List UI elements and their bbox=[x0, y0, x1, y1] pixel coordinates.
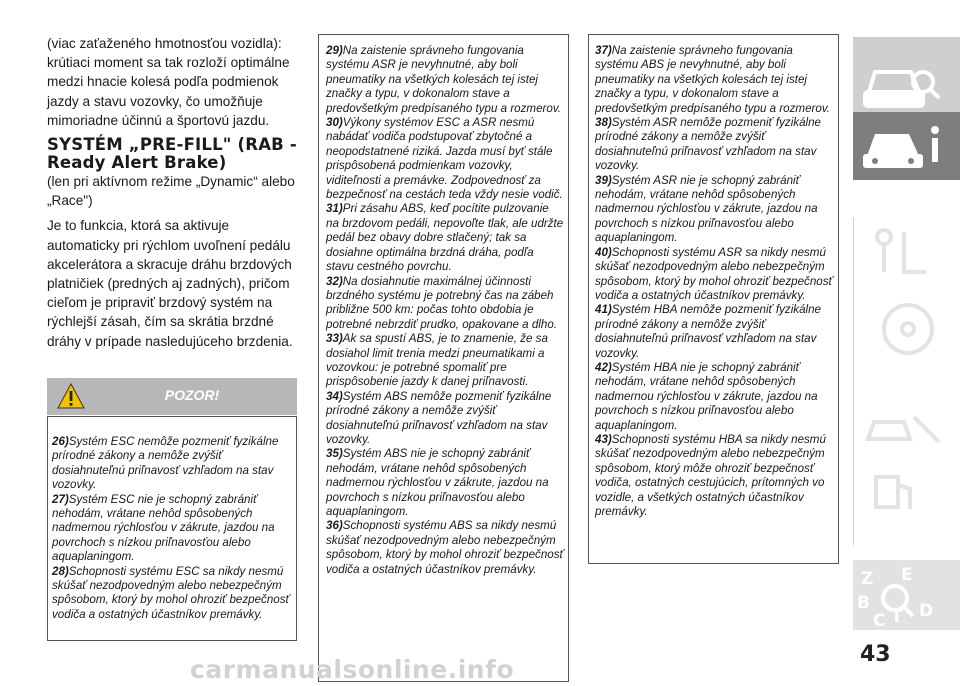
svg-text:E: E bbox=[901, 565, 913, 585]
note-text: Systém ESC nemôže pozmeniť fyzikálne prírodné zákony a nemôže zvýšiť dosiahnuteľnú priľnavosť vzhľadom na stav vozovky. bbox=[52, 435, 279, 492]
svg-text:D: D bbox=[919, 601, 934, 621]
mode-note: (len pri aktívnom režime „Dynamic“ alebo „Race") bbox=[47, 174, 295, 209]
svg-text:Z: Z bbox=[861, 569, 874, 589]
note-item bbox=[52, 493, 291, 565]
sidebar-tab-dashboard[interactable] bbox=[853, 37, 960, 122]
intro-paragraph: (viac zaťaženého hmotnosťou vozidla): krútiaci moment sa tak rozloží optimálne medzi hnacie kolesá podľa podmienok jazdy a stavu vozovky, čo umožňuje mimoriadne účinnú a športovú jazdu. bbox=[47, 36, 290, 128]
note-item bbox=[326, 202, 564, 274]
sidebar-tab-safety[interactable] bbox=[853, 112, 960, 180]
note-item bbox=[326, 332, 564, 390]
note-number: 28) bbox=[52, 564, 69, 578]
note-number: 32) bbox=[326, 274, 343, 288]
notes-box-middle bbox=[318, 34, 569, 682]
note-item bbox=[326, 519, 564, 577]
left-column bbox=[47, 34, 297, 357]
note-text: Systém ESC nie je schopný zabrániť nehodám, vrátane nehôd spôsobených nadmernou rýchlosťou v zákrute, jazdou na povrchoch s nízkou priľnavosťou alebo aquaplaningom. bbox=[52, 492, 275, 564]
fuel-pump-icon bbox=[876, 477, 910, 509]
description-paragraph: Je to funkcia, ktorá sa aktivuje automaticky pri rýchlom uvoľnení pedálu akcelerátora a skracuje dráhu brzdových platničiek (predných aj zadných), pričom cieľom je pripraviť brzdový systém na rýchlejší zásah, čím sa skrátia brzdné dráhy v prípade nasledujúceho brzdenia. bbox=[47, 218, 293, 349]
note-item bbox=[52, 565, 291, 623]
note-number: 26) bbox=[52, 435, 69, 448]
note-text: Systém ASR nemôže pozmeniť fyzikálne prírodné zákony a nemôže zvýšiť dosiahnuteľnú priľnavosť vzhľadom na stav vozovky. bbox=[595, 116, 821, 173]
note-number: 41) bbox=[595, 303, 612, 317]
note-text: Systém ASR nie je schopný zabrániť nehodám, vrátane nehôd spôsobených nadmernou rýchlosťou v zákrute, jazdou na povrchoch s nízkou priľnavosťou alebo aquaplaningom. bbox=[595, 173, 818, 245]
note-text: Schopnosti systému HBA sa nikdy nesmú skúšať nezodpovedným alebo nebezpečným spôsobom, ktorý môže ohroziť bezpečnosť vodiča, ostatných cestujúcich, prítomných vo vozidle, a všetkých ostatných účastníkov premávky. bbox=[595, 432, 826, 518]
note-text: Schopnosti systému ASR sa nikdy nesmú skúšať nezodpovedným alebo nebezpečným spôsobom, ktorý by mohol ohroziť bezpečnosť vodiča a ostatných účastníkov premávky. bbox=[595, 245, 833, 302]
note-item bbox=[52, 435, 291, 493]
car-search-icon bbox=[853, 37, 960, 122]
note-number: 43) bbox=[595, 432, 612, 446]
note-item bbox=[595, 174, 834, 246]
sidebar-icons-column bbox=[854, 217, 960, 545]
svg-text:B: B bbox=[857, 593, 870, 613]
note-number: 36) bbox=[326, 519, 343, 533]
note-item bbox=[595, 433, 834, 519]
note-text: Na zaistenie správneho fungovania systému ASR je nevyhnutné, aby boli pneumatiky na všetkých kolesách tej istej značky a typu, v dokonalom stave a predovšetkým predpísaného typu a rozmerov. bbox=[326, 44, 561, 115]
note-number: 29) bbox=[326, 44, 343, 57]
warning-notes-box bbox=[47, 416, 297, 641]
note-text: Schopnosti systému ESC sa nikdy nesmú skúšať nezodpovedným alebo nebezpečným spôsobom, ktorý by mohol ohroziť bezpečnosť vodiča a ostatných účastníkov premávky. bbox=[52, 564, 290, 621]
note-number: 40) bbox=[595, 245, 612, 259]
note-text: Schopnosti systému ABS sa nikdy nesmú skúšať nezodpovedným alebo nebezpečným spôsobom, ktorý by mohol ohroziť bezpečnosť vodiča a ostatných účastníkov premávky. bbox=[326, 519, 564, 576]
sidebar-tab-group[interactable] bbox=[853, 217, 960, 545]
note-item bbox=[595, 44, 834, 116]
sidebar-tab-index[interactable] bbox=[853, 560, 960, 630]
svg-text:C: C bbox=[873, 611, 886, 630]
steering-wheel-icon bbox=[884, 305, 932, 353]
note-number: 27) bbox=[52, 492, 69, 506]
wrench-car-icon bbox=[868, 417, 939, 442]
note-text: Systém ABS nemôže pozmeniť fyzikálne prírodné zákony a nemôže zvýšiť dosiahnuteľnú priľnavosť vzhľadom na stav vozovky. bbox=[326, 389, 552, 446]
note-text: Systém ABS nie je schopný zabrániť nehodám, vrátane nehôd spôsobených nadmernou rýchlosťou v zákrute, jazdou na povrchoch s nízkou priľnavosťou alebo aquaplaningom. bbox=[326, 447, 549, 518]
note-number: 42) bbox=[595, 360, 612, 374]
note-text: Ak sa spustí ABS, je to znamenie, že sa dosiahol limit trenia medzi pneumatikami a vozovkou: je potrebné spomaliť pre prispôsobenie jazdy k danej priľnavosti. bbox=[326, 332, 548, 389]
note-number: 35) bbox=[326, 447, 343, 461]
note-item bbox=[326, 275, 564, 333]
alphabet-index-icon bbox=[853, 560, 960, 630]
svg-text:T: T bbox=[891, 607, 903, 627]
note-text: Pri zásahu ABS, keď pocítite pulzovanie na brzdovom pedáli, nepovoľte tlak, ale udržte pedál bez obavy dobre stlačený; tak sa dosiahne optimálna brzdná dráha, podľa stavu cestného povrchu. bbox=[326, 202, 564, 274]
note-item bbox=[595, 246, 834, 304]
note-text: Výkony systémov ESC a ASR nesmú nabádať vodiča podstupovať zbytočné a neopodstatnené riziká. Jazda musí byť stále prispôsobená podmienkam vozovky, viditeľnosti a premávke. Zodpovednosť za bezpečnosť na cestách teda vždy nesie vodič. bbox=[326, 116, 563, 202]
section-heading: SYSTÉM „PRE-FILL" (RAB - Ready Alert Brake) bbox=[47, 135, 297, 172]
note-number: 38) bbox=[595, 116, 612, 130]
note-number: 33) bbox=[326, 332, 343, 346]
key-icon bbox=[877, 230, 926, 272]
note-text: Systém HBA nemôže pozmeniť fyzikálne prírodné zákony a nemôže zvýšiť dosiahnuteľnú priľnavosť vzhľadom na stav vozovky. bbox=[595, 303, 821, 360]
note-text: Na zaistenie správneho fungovania systému ABS je nevyhnutné, aby boli pneumatiky na všetkých kolesách tej istej značky a typu, v dokonalom stave a predovšetkým predpísaného typu a rozmerov. bbox=[595, 44, 830, 115]
note-item bbox=[326, 390, 564, 448]
note-item bbox=[595, 303, 834, 361]
note-item bbox=[595, 361, 834, 433]
note-text: Systém HBA nie je schopný zabrániť nehodám, vrátane nehôd spôsobených nadmernou rýchlosťou v zákrute, jazdou na povrchoch s nízkou priľnavosťou alebo aquaplaningom. bbox=[595, 360, 818, 432]
note-number: 37) bbox=[595, 44, 612, 57]
watermark-text: carmanualsonline.info bbox=[190, 655, 515, 684]
note-number: 30) bbox=[326, 116, 343, 130]
note-text: Na dosiahnutie maximálnej účinnosti brzdného systému je potrebný čas na zábeh približne 500 km: počas tohto obdobia je potrebné nebrzdiť prudko, opakovane a dlho. bbox=[326, 274, 557, 331]
car-info-icon bbox=[853, 112, 960, 180]
notes-box-right bbox=[588, 34, 839, 564]
page-number: 43 bbox=[860, 642, 891, 667]
note-item bbox=[326, 447, 564, 519]
note-number: 34) bbox=[326, 389, 343, 403]
warning-title: POZOR! bbox=[164, 387, 220, 403]
note-item bbox=[595, 116, 834, 174]
warning-header bbox=[47, 378, 297, 415]
note-item bbox=[326, 116, 564, 202]
note-item bbox=[326, 44, 564, 116]
note-number: 31) bbox=[326, 202, 343, 216]
note-number: 39) bbox=[595, 173, 612, 187]
